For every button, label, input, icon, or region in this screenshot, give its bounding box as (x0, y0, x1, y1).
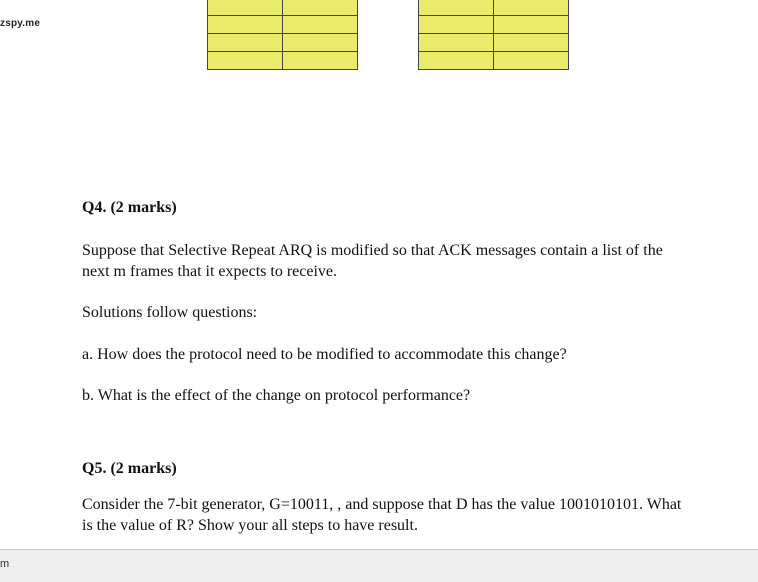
q5-paragraph: Consider the 7-bit generator, G=10011, , and suppose that D has the value 1001010101. What is the value of R? Show your all steps to have result. (82, 496, 682, 534)
table-cell (419, 16, 494, 34)
bottom-bar-fragment: m (0, 558, 10, 570)
q4-paragraph: Suppose that Selective Repeat ARQ is modified so that ACK messages contain a list of the next m frames that it expects to receive. (82, 242, 663, 280)
bottom-bar (0, 549, 758, 582)
table-cell (494, 34, 569, 52)
table-cell (419, 52, 494, 70)
q4-part-a: a. How does the protocol need to be modified to accommodate this change? (82, 346, 567, 363)
table-cell (283, 16, 358, 34)
table-cell (494, 16, 569, 34)
q4-instructions: Solutions follow questions: (82, 304, 258, 321)
table-cell (208, 16, 283, 34)
table-cell (494, 0, 569, 16)
table-cell (208, 0, 283, 16)
q4-title: Q4. (2 marks) (82, 199, 177, 216)
q4-part-b: b. What is the effect of the change on protocol performance? (82, 387, 471, 404)
table-cell (208, 34, 283, 52)
table-cell (494, 52, 569, 70)
watermark-logo: zspy.me (0, 18, 41, 29)
table-cell (283, 0, 358, 16)
table-cell (208, 52, 283, 70)
table-cell (283, 52, 358, 70)
diagram-table-left (207, 0, 358, 70)
table-cell (419, 34, 494, 52)
table-cell (419, 0, 494, 16)
diagram-table-right (418, 0, 569, 70)
q5-title: Q5. (2 marks) (82, 460, 177, 477)
table-cell (283, 34, 358, 52)
